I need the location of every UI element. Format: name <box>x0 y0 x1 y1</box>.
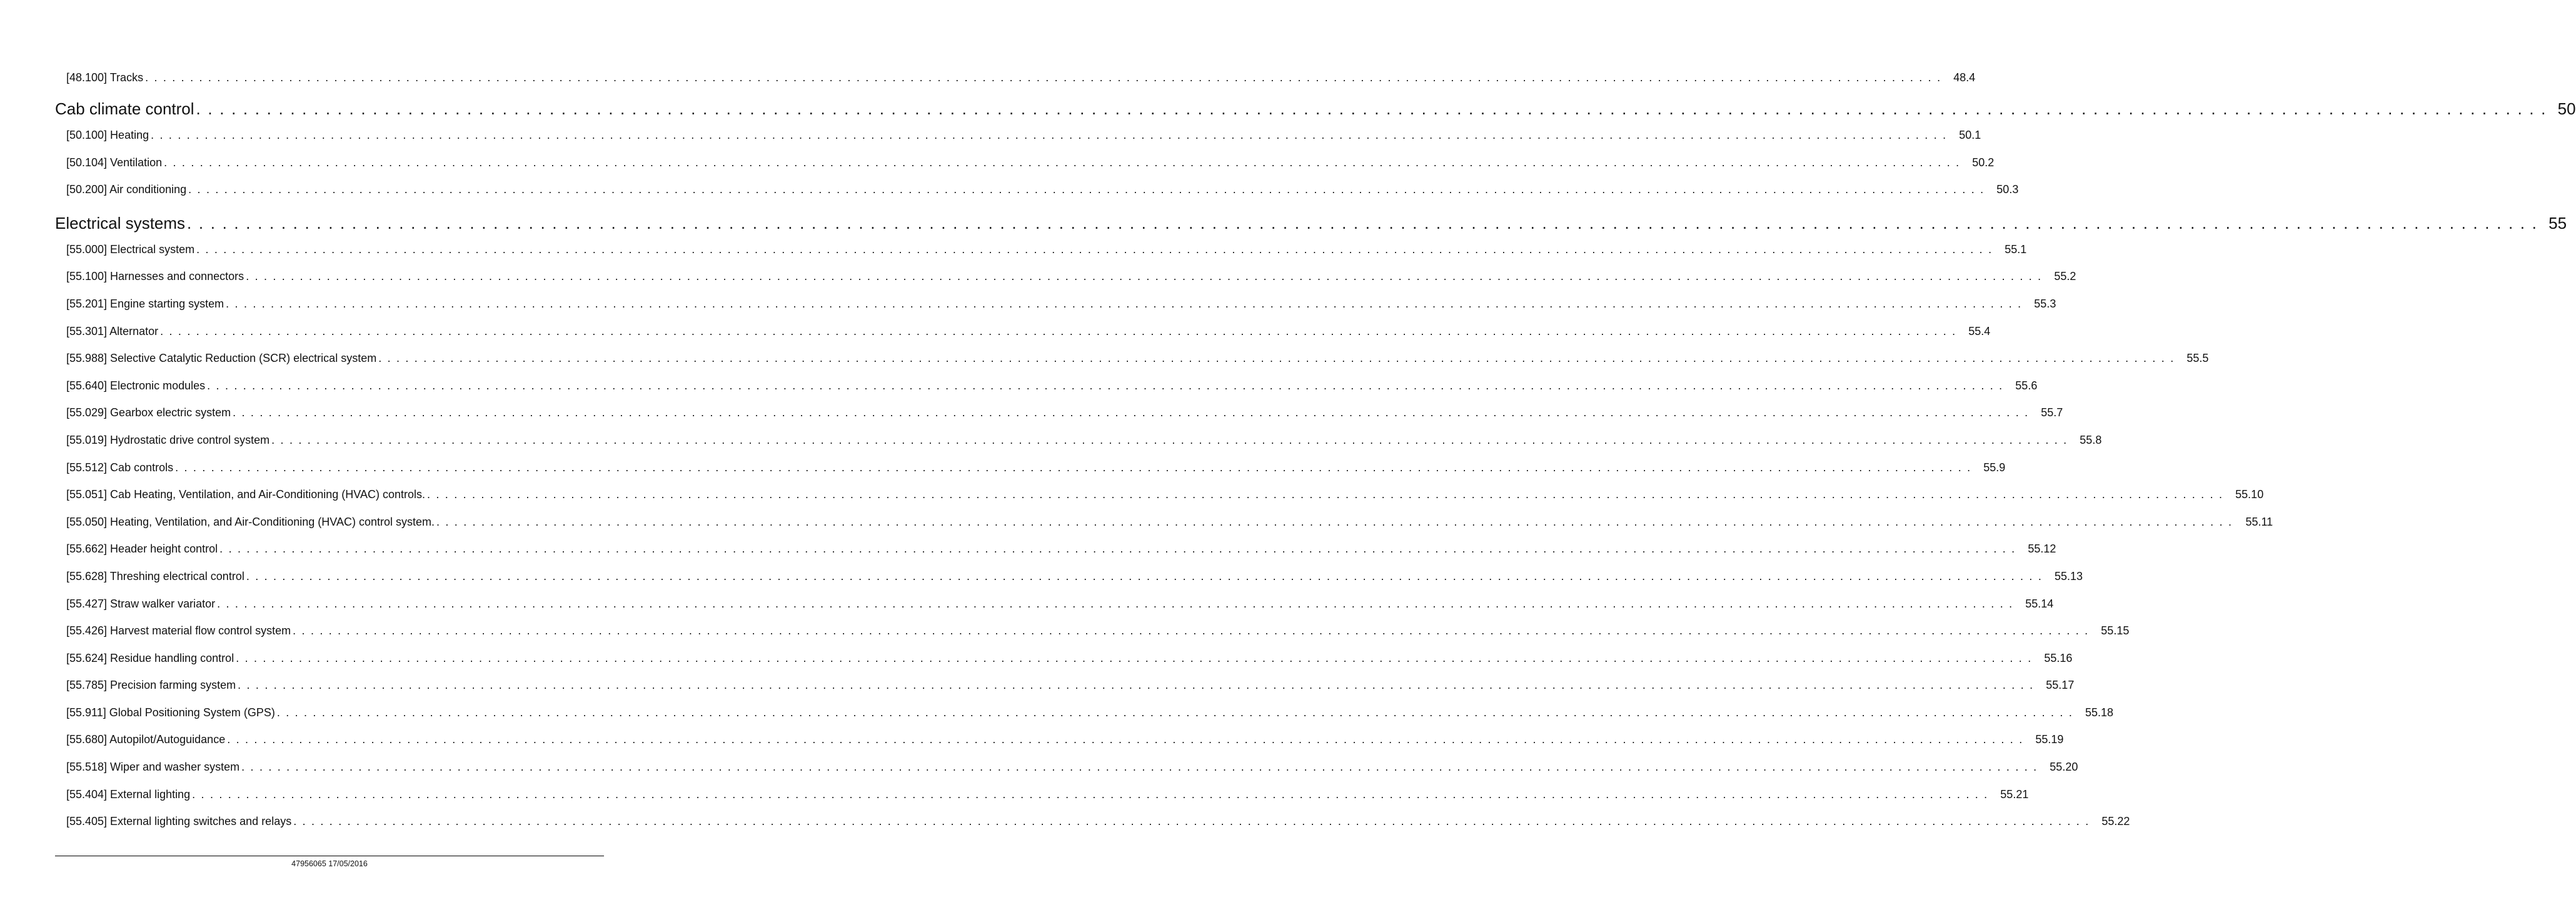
toc-entry-title: Electrical systems <box>55 213 186 232</box>
dot-leader: . . . . . . . . . . . . . . . . . . . . . . . . . . . . . . . . . . . . . . . . . . . . . . . . . . . . . . . . . . . . . . . . . . . . . . . . . . . . . . . . . . . . . . . . . . . . . . . . . . . . . . . . . . . . . . . . . . . . . . . . . . . . . . . . . . . . . . . . . . . . . . . . . . . . . . . . . . . . . . . . . . . . . . . . . . . . . . . . . . . . . . . . . . . . . . . . . . . . . . . . <box>226 297 2023 310</box>
toc-entry[interactable] <box>55 321 1991 349</box>
toc-entry-page-number: 55.16 <box>2044 651 2073 664</box>
dot-leader: . . . . . . . . . . . . . . . . . . . . . . . . . . . . . . . . . . . . . . . . . . . . . . . . . . . . . . . . . . . . . . . . . . . . . . . . . . . . . . . . . . . . . . . . . . . . . . . . . . . . . . . . . . . . . . . . . . . . . . . . . . . . . . . . . . . . . . . . . . . . . . . . . . . . . . . . . . . . . . . . . . . . . . . . . . . . . . . . . . . . . . . . . . . . . . . . . . . . . . . . <box>187 213 2538 232</box>
toc-entry-title: [55.426] Harvest material flow control system <box>66 624 291 638</box>
toc-entry[interactable] <box>55 125 1981 152</box>
dot-leader: . . . . . . . . . . . . . . . . . . . . . . . . . . . . . . . . . . . . . . . . . . . . . . . . . . . . . . . . . . . . . . . . . . . . . . . . . . . . . . . . . . . . . . . . . . . . . . . . . . . . . . . . . . . . . . . . . . . . . . . . . . . . . . . . . . . . . . . . . . . . . . . . . . . . . . . . . . . . . . . . . . . . . . . . . . . . . . . . . . . . . . . . . . . . . . . . . . . . . . . . <box>188 183 1985 196</box>
dot-leader: . . . . . . . . . . . . . . . . . . . . . . . . . . . . . . . . . . . . . . . . . . . . . . . . . . . . . . . . . . . . . . . . . . . . . . . . . . . . . . . . . . . . . . . . . . . . . . . . . . . . . . . . . . . . . . . . . . . . . . . . . . . . . . . . . . . . . . . . . . . . . . . . . . . . . . . . . . . . . . . . . . . . . . . . . . . . . . . . . . . . . . . . . . . . . . . . . . . . . . . . <box>293 624 2090 638</box>
toc-entry-page-number: 55.10 <box>2235 488 2264 501</box>
toc-entry-page-number: 55.18 <box>2085 706 2114 719</box>
dot-leader: . . . . . . . . . . . . . . . . . . . . . . . . . . . . . . . . . . . . . . . . . . . . . . . . . . . . . . . . . . . . . . . . . . . . . . . . . . . . . . . . . . . . . . . . . . . . . . . . . . . . . . . . . . . . . . . . . . . . . . . . . . . . . . . . . . . . . . . . . . . . . . . . . . . . . . . . . . . . . . . . . . . . . . . . . . . . . . . . . . . . . . . . . . . . . . . . . . . . . . . . <box>427 488 2224 501</box>
toc-entry-title: [50.200] Air conditioning <box>66 183 187 196</box>
toc-entry[interactable] <box>55 729 2064 757</box>
dot-leader: . . . . . . . . . . . . . . . . . . . . . . . . . . . . . . . . . . . . . . . . . . . . . . . . . . . . . . . . . . . . . . . . . . . . . . . . . . . . . . . . . . . . . . . . . . . . . . . . . . . . . . . . . . . . . . . . . . . . . . . . . . . . . . . . . . . . . . . . . . . . . . . . . . . . . . . . . . . . . . . . . . . . . . . . . . . . . . . . . . . . . . . . . . . . . . . . . . . . . . . . <box>246 270 2043 283</box>
toc-entry-page-number: 48.4 <box>1953 71 1976 84</box>
toc-entry-page-number: 55.2 <box>2054 270 2076 283</box>
toc-entry-title: [55.624] Residue handling control <box>66 651 234 664</box>
toc-entry-title: [55.662] Header height control <box>66 542 218 556</box>
toc-entry-title: [55.405] External lighting switches and relays <box>66 815 292 828</box>
toc-entry[interactable] <box>55 68 1976 92</box>
toc-entry-page-number: 55.17 <box>2046 679 2075 692</box>
toc-entry[interactable] <box>55 402 2063 430</box>
dot-leader: . . . . . . . . . . . . . . . . . . . . . . . . . . . . . . . . . . . . . . . . . . . . . . . . . . . . . . . . . . . . . . . . . . . . . . . . . . . . . . . . . . . . . . . . . . . . . . . . . . . . . . . . . . . . . . . . . . . . . . . . . . . . . . . . . . . . . . . . . . . . . . . . . . . . . . . . . . . . . . . . . . . . . . . . . . . . . . . . . . . . . . . . . . . . . . . . . . . . . . . . <box>227 733 2024 746</box>
toc-entry-title: [55.019] Hydrostatic drive control system <box>66 433 270 446</box>
dot-leader: . . . . . . . . . . . . . . . . . . . . . . . . . . . . . . . . . . . . . . . . . . . . . . . . . . . . . . . . . . . . . . . . . . . . . . . . . . . . . . . . . . . . . . . . . . . . . . . . . . . . . . . . . . . . . . . . . . . . . . . . . . . . . . . . . . . . . . . . . . . . . . . . . . . . . . . . . . . . . . . . . . . . . . . . . . . . . . . . . . . . . . . . . . . . . . . . . . . . . . . . <box>217 597 2014 610</box>
dot-leader: . . . . . . . . . . . . . . . . . . . . . . . . . . . . . . . . . . . . . . . . . . . . . . . . . . . . . . . . . . . . . . . . . . . . . . . . . . . . . . . . . . . . . . . . . . . . . . . . . . . . . . . . . . . . . . . . . . . . . . . . . . . . . . . . . . . . . . . . . . . . . . . . . . . . . . . . . . . . . . . . . . . . . . . . . . . . . . . . . . . . . . . . . . . . . . . . . . . . . . . . <box>192 788 1989 801</box>
toc-entry-title: [55.029] Gearbox electric system <box>66 406 231 419</box>
dot-leader: . . . . . . . . . . . . . . . . . . . . . . . . . . . . . . . . . . . . . . . . . . . . . . . . . . . . . . . . . . . . . . . . . . . . . . . . . . . . . . . . . . . . . . . . . . . . . . . . . . . . . . . . . . . . . . . . . . . . . . . . . . . . . . . . . . . . . . . . . . . . . . . . . . . . . . . . . . . . . . . . . . . . . . . . . . . . . . . . . . . . . . . . . . . . . . . . . . . . . . . . <box>151 129 1948 141</box>
toc-entry[interactable] <box>55 757 2078 784</box>
toc-entry[interactable] <box>55 458 2006 485</box>
toc-entry-title: [50.104] Ventilation <box>66 156 163 169</box>
toc-entry-page-number: 55.8 <box>2080 433 2102 446</box>
toc-entry-title: [55.640] Electronic modules <box>66 379 206 392</box>
toc-entry[interactable] <box>55 648 2073 676</box>
toc-entry-title: [55.512] Cab controls <box>66 461 174 474</box>
dot-leader: . . . . . . . . . . . . . . . . . . . . . . . . . . . . . . . . . . . . . . . . . . . . . . . . . . . . . . . . . . . . . . . . . . . . . . . . . . . . . . . . . . . . . . . . . . . . . . . . . . . . . . . . . . . . . . . . . . . . . . . . . . . . . . . . . . . . . . . . . . . . . . . . . . . . . . . . . . . . . . . . . . . . . . . . . . . . . . . . . . . . . . . . . . . . . . . . . . . . . . . . <box>175 461 1972 474</box>
toc-entry-page-number: 50 <box>2557 99 2576 118</box>
toc-section-entry[interactable] <box>55 211 2567 236</box>
toc-entry[interactable] <box>55 811 2130 839</box>
toc-entry-title: [55.000] Electrical system <box>66 242 195 256</box>
dot-leader: . . . . . . . . . . . . . . . . . . . . . . . . . . . . . . . . . . . . . . . . . . . . . . . . . . . . . . . . . . . . . . . . . . . . . . . . . . . . . . . . . . . . . . . . . . . . . . . . . . . . . . . . . . . . . . . . . . . . . . . . . . . . . . . . . . . . . . . . . . . . . . . . . . . . . . . . . . . . . . . . . . . . . . . . . . . . . . . . . . . . . . . . . . . . . . . . . . . . . . . . <box>246 569 2043 582</box>
toc-entry[interactable] <box>55 179 2019 207</box>
dot-leader: . . . . . . . . . . . . . . . . . . . . . . . . . . . . . . . . . . . . . . . . . . . . . . . . . . . . . . . . . . . . . . . . . . . . . . . . . . . . . . . . . . . . . . . . . . . . . . . . . . . . . . . . . . . . . . . . . . . . . . . . . . . . . . . . . . . . . . . . . . . . . . . . . . . . . . . . . . . . . . . . . . . . . . . . . . . . . . . . . . . . . . . . . . . . . . . . . . . . . . . . <box>236 651 2033 664</box>
toc-entry-title: [55.100] Harnesses and connectors <box>66 270 244 283</box>
toc-entry-page-number: 55.21 <box>2000 788 2029 801</box>
toc-entry-title: [55.050] Heating, Ventilation, and Air-Conditioning (HVAC) control system. <box>66 515 435 528</box>
toc-entry[interactable] <box>55 702 2114 730</box>
toc-entry-title: [48.100] Tracks <box>66 71 144 84</box>
dot-leader: . . . . . . . . . . . . . . . . . . . . . . . . . . . . . . . . . . . . . . . . . . . . . . . . . . . . . . . . . . . . . . . . . . . . . . . . . . . . . . . . . . . . . . . . . . . . . . . . . . . . . . . . . . . . . . . . . . . . . . . . . . . . . . . . . . . . . . . . . . . . . . . . . . . . . . . . . . . . . . . . . . . . . . . . . . . . . . . . . . . . . . . . . . . . . . . . . . . . . . . . <box>233 406 2030 419</box>
toc-entry-title: [55.301] Alternator <box>66 324 159 338</box>
dot-leader: . . . . . . . . . . . . . . . . . . . . . . . . . . . . . . . . . . . . . . . . . . . . . . . . . . . . . . . . . . . . . . . . . . . . . . . . . . . . . . . . . . . . . . . . . . . . . . . . . . . . . . . . . . . . . . . . . . . . . . . . . . . . . . . . . . . . . . . . . . . . . . . . . . . . . . . . . . . . . . . . . . . . . . . . . . . . . . . . . . . . . . . . . . . . . . . . . . . . . . . . <box>378 352 2175 365</box>
toc-entry-page-number: 50.1 <box>1959 129 1981 141</box>
toc-entry-title: [55.680] Autopilot/Autoguidance <box>66 733 226 746</box>
toc-entry-page-number: 55.14 <box>2025 597 2054 610</box>
toc-entry-page-number: 55.20 <box>2050 761 2078 774</box>
dot-leader: . . . . . . . . . . . . . . . . . . . . . . . . . . . . . . . . . . . . . . . . . . . . . . . . . . . . . . . . . . . . . . . . . . . . . . . . . . . . . . . . . . . . . . . . . . . . . . . . . . . . . . . . . . . . . . . . . . . . . . . . . . . . . . . . . . . . . . . . . . . . . . . . . . . . . . . . . . . . . . . . . . . . . . . . . . . . . . . . . . . . . . . . . . . . . . . . . . . . . . . . <box>207 379 2004 392</box>
dot-leader: . . . . . . . . . . . . . . . . . . . . . . . . . . . . . . . . . . . . . . . . . . . . . . . . . . . . . . . . . . . . . . . . . . . . . . . . . . . . . . . . . . . . . . . . . . . . . . . . . . . . . . . . . . . . . . . . . . . . . . . . . . . . . . . . . . . . . . . . . . . . . . . . . . . . . . . . . . . . . . . . . . . . . . . . . . . . . . . . . . . . . . . . . . . . . . . . . . . . . . . . <box>238 679 2035 692</box>
toc-entry-title: [55.404] External lighting <box>66 788 191 801</box>
toc-entry[interactable] <box>55 430 2102 458</box>
toc-entry-title: [50.100] Heating <box>66 129 149 141</box>
toc-entry-page-number: 50.3 <box>1996 183 2019 196</box>
dot-leader: . . . . . . . . . . . . . . . . . . . . . . . . . . . . . . . . . . . . . . . . . . . . . . . . . . . . . . . . . . . . . . . . . . . . . . . . . . . . . . . . . . . . . . . . . . . . . . . . . . . . . . . . . . . . . . . . . . . . . . . . . . . . . . . . . . . . . . . . . . . . . . . . . . . . . . . . . . . . . . . . . . . . . . . . . . . . . . . . . . . . . . . . . . . . . . . . . . . . . . . . <box>219 542 2016 556</box>
toc-entry-title: [55.051] Cab Heating, Ventilation, and Air-Conditioning (HVAC) controls. <box>66 488 425 501</box>
toc-entry-title: [55.988] Selective Catalytic Reduction (SCR) electrical system <box>66 352 377 365</box>
toc-entry-page-number: 55.6 <box>2015 379 2038 392</box>
dot-leader: . . . . . . . . . . . . . . . . . . . . . . . . . . . . . . . . . . . . . . . . . . . . . . . . . . . . . . . . . . . . . . . . . . . . . . . . . . . . . . . . . . . . . . . . . . . . . . . . . . . . . . . . . . . . . . . . . . . . . . . . . . . . . . . . . . . . . . . . . . . . . . . . . . . . . . . . . . . . . . . . . . . . . . . . . . . . . . . . . . . . . . . . . . . . . . . . . . . . . . . . <box>160 324 1957 338</box>
dot-leader: . . . . . . . . . . . . . . . . . . . . . . . . . . . . . . . . . . . . . . . . . . . . . . . . . . . . . . . . . . . . . . . . . . . . . . . . . . . . . . . . . . . . . . . . . . . . . . . . . . . . . . . . . . . . . . . . . . . . . . . . . . . . . . . . . . . . . . . . . . . . . . . . . . . . . . . . . . . . . . . . . . . . . . . . . . . . . . . . . . . . . . . . . . . . . . . . . . . . . . . . <box>276 706 2074 719</box>
toc-entry[interactable] <box>55 594 2054 621</box>
toc-entry-page-number: 55.22 <box>2101 815 2130 828</box>
toc-entry-page-number: 55.12 <box>2028 542 2056 556</box>
toc-entry-page-number: 50.2 <box>1972 156 1995 169</box>
toc-entry[interactable] <box>55 512 2273 539</box>
toc-entry-page-number: 55.4 <box>1968 324 1991 338</box>
toc-entry[interactable] <box>55 152 1995 180</box>
dot-leader: . . . . . . . . . . . . . . . . . . . . . . . . . . . . . . . . . . . . . . . . . . . . . . . . . . . . . . . . . . . . . . . . . . . . . . . . . . . . . . . . . . . . . . . . . . . . . . . . . . . . . . . . . . . . . . . . . . . . . . . . . . . . . . . . . . . . . . . . . . . . . . . . . . . . . . . . . . . . . . . . . . . . . . . . . . . . . . . . . . . . . . . . . . . . . . . . . . . . . . . . <box>164 156 1961 169</box>
toc-entry-page-number: 55.1 <box>2005 242 2027 256</box>
table-of-contents <box>55 68 2576 839</box>
toc-entry-title: [55.518] Wiper and washer system <box>66 761 240 774</box>
toc-entry-title: Cab climate control <box>55 99 194 118</box>
toc-entry-page-number: 55.5 <box>2186 352 2209 365</box>
toc-entry[interactable] <box>55 376 2038 403</box>
toc-entry-page-number: 55.7 <box>2041 406 2063 419</box>
toc-entry[interactable] <box>55 484 2264 512</box>
toc-entry-title: [55.911] Global Positioning System (GPS) <box>66 706 275 719</box>
dot-leader: . . . . . . . . . . . . . . . . . . . . . . . . . . . . . . . . . . . . . . . . . . . . . . . . . . . . . . . . . . . . . . . . . . . . . . . . . . . . . . . . . . . . . . . . . . . . . . . . . . . . . . . . . . . . . . . . . . . . . . . . . . . . . . . . . . . . . . . . . . . . . . . . . . . . . . . . . . . . . . . . . . . . . . . . . . . . . . . . . . . . . . . . . . . . . . . . . . . . . . . . <box>293 815 2090 828</box>
toc-entry[interactable] <box>55 784 2029 812</box>
toc-entry[interactable] <box>55 539 2056 566</box>
toc-entry[interactable] <box>55 675 2075 702</box>
toc-entry[interactable] <box>55 266 2076 294</box>
toc-entry-title: [55.427] Straw walker variator <box>66 597 216 610</box>
toc-entry-page-number: 55.15 <box>2101 624 2130 638</box>
toc-entry-page-number: 55.11 <box>2245 515 2273 528</box>
toc-entry[interactable] <box>55 348 2209 376</box>
toc-entry-title: [55.785] Precision farming system <box>66 679 236 692</box>
toc-entry-title: [55.201] Engine starting system <box>66 297 224 310</box>
toc-section-entry[interactable] <box>55 96 2576 121</box>
dot-leader: . . . . . . . . . . . . . . . . . . . . . . . . . . . . . . . . . . . . . . . . . . . . . . . . . . . . . . . . . . . . . . . . . . . . . . . . . . . . . . . . . . . . . . . . . . . . . . . . . . . . . . . . . . . . . . . . . . . . . . . . . . . . . . . . . . . . . . . . . . . . . . . . . . . . . . . . . . . . . . . . . . . . . . . . . . . . . . . . . . . . . . . . . . . . . . . . . . . . . . . . <box>196 242 1993 256</box>
toc-entry-page-number: 55.19 <box>2035 733 2064 746</box>
dot-leader: . . . . . . . . . . . . . . . . . . . . . . . . . . . . . . . . . . . . . . . . . . . . . . . . . . . . . . . . . . . . . . . . . . . . . . . . . . . . . . . . . . . . . . . . . . . . . . . . . . . . . . . . . . . . . . . . . . . . . . . . . . . . . . . . . . . . . . . . . . . . . . . . . . . . . . . . . . . . . . . . . . . . . . . . . . . . . . . . . . . . . . . . . . . . . . . . . . . . . . . . <box>145 71 1942 84</box>
dot-leader: . . . . . . . . . . . . . . . . . . . . . . . . . . . . . . . . . . . . . . . . . . . . . . . . . . . . . . . . . . . . . . . . . . . . . . . . . . . . . . . . . . . . . . . . . . . . . . . . . . . . . . . . . . . . . . . . . . . . . . . . . . . . . . . . . . . . . . . . . . . . . . . . . . . . . . . . . . . . . . . . . . . . . . . . . . . . . . . . . . . . . . . . . . . . . . . . . . . . . . . . <box>241 761 2038 774</box>
dot-leader: . . . . . . . . . . . . . . . . . . . . . . . . . . . . . . . . . . . . . . . . . . . . . . . . . . . . . . . . . . . . . . . . . . . . . . . . . . . . . . . . . . . . . . . . . . . . . . . . . . . . . . . . . . . . . . . . . . . . . . . . . . . . . . . . . . . . . . . . . . . . . . . . . . . . . . . . . . . . . . . . . . . . . . . . . . . . . . . . . . . . . . . . . . . . . . . . . . . . . . . . <box>271 433 2068 446</box>
dot-leader: . . . . . . . . . . . . . . . . . . . . . . . . . . . . . . . . . . . . . . . . . . . . . . . . . . . . . . . . . . . . . . . . . . . . . . . . . . . . . . . . . . . . . . . . . . . . . . . . . . . . . . . . . . . . . . . . . . . . . . . . . . . . . . . . . . . . . . . . . . . . . . . . . . . . . . . . . . . . . . . . . . . . . . . . . . . . . . . . . . . . . . . . . . . . . . . . . . . . . . . . <box>196 99 2547 118</box>
toc-entry-page-number: 55.3 <box>2034 297 2056 310</box>
toc-entry[interactable] <box>55 294 2056 321</box>
footer-document-id: 47956065 17/05/2016 <box>291 859 368 868</box>
toc-entry[interactable] <box>55 239 2027 267</box>
toc-entry[interactable] <box>55 621 2130 648</box>
toc-entry-page-number: 55.9 <box>1983 461 2006 474</box>
dot-leader: . . . . . . . . . . . . . . . . . . . . . . . . . . . . . . . . . . . . . . . . . . . . . . . . . . . . . . . . . . . . . . . . . . . . . . . . . . . . . . . . . . . . . . . . . . . . . . . . . . . . . . . . . . . . . . . . . . . . . . . . . . . . . . . . . . . . . . . . . . . . . . . . . . . . . . . . . . . . . . . . . . . . . . . . . . . . . . . . . . . . . . . . . . . . . . . . . . . . . . . . <box>436 515 2233 528</box>
toc-entry-title: [55.628] Threshing electrical control <box>66 569 244 582</box>
toc-entry[interactable] <box>55 566 2083 594</box>
toc-entry-page-number: 55 <box>2548 213 2567 232</box>
toc-entry-page-number: 55.13 <box>2054 569 2083 582</box>
